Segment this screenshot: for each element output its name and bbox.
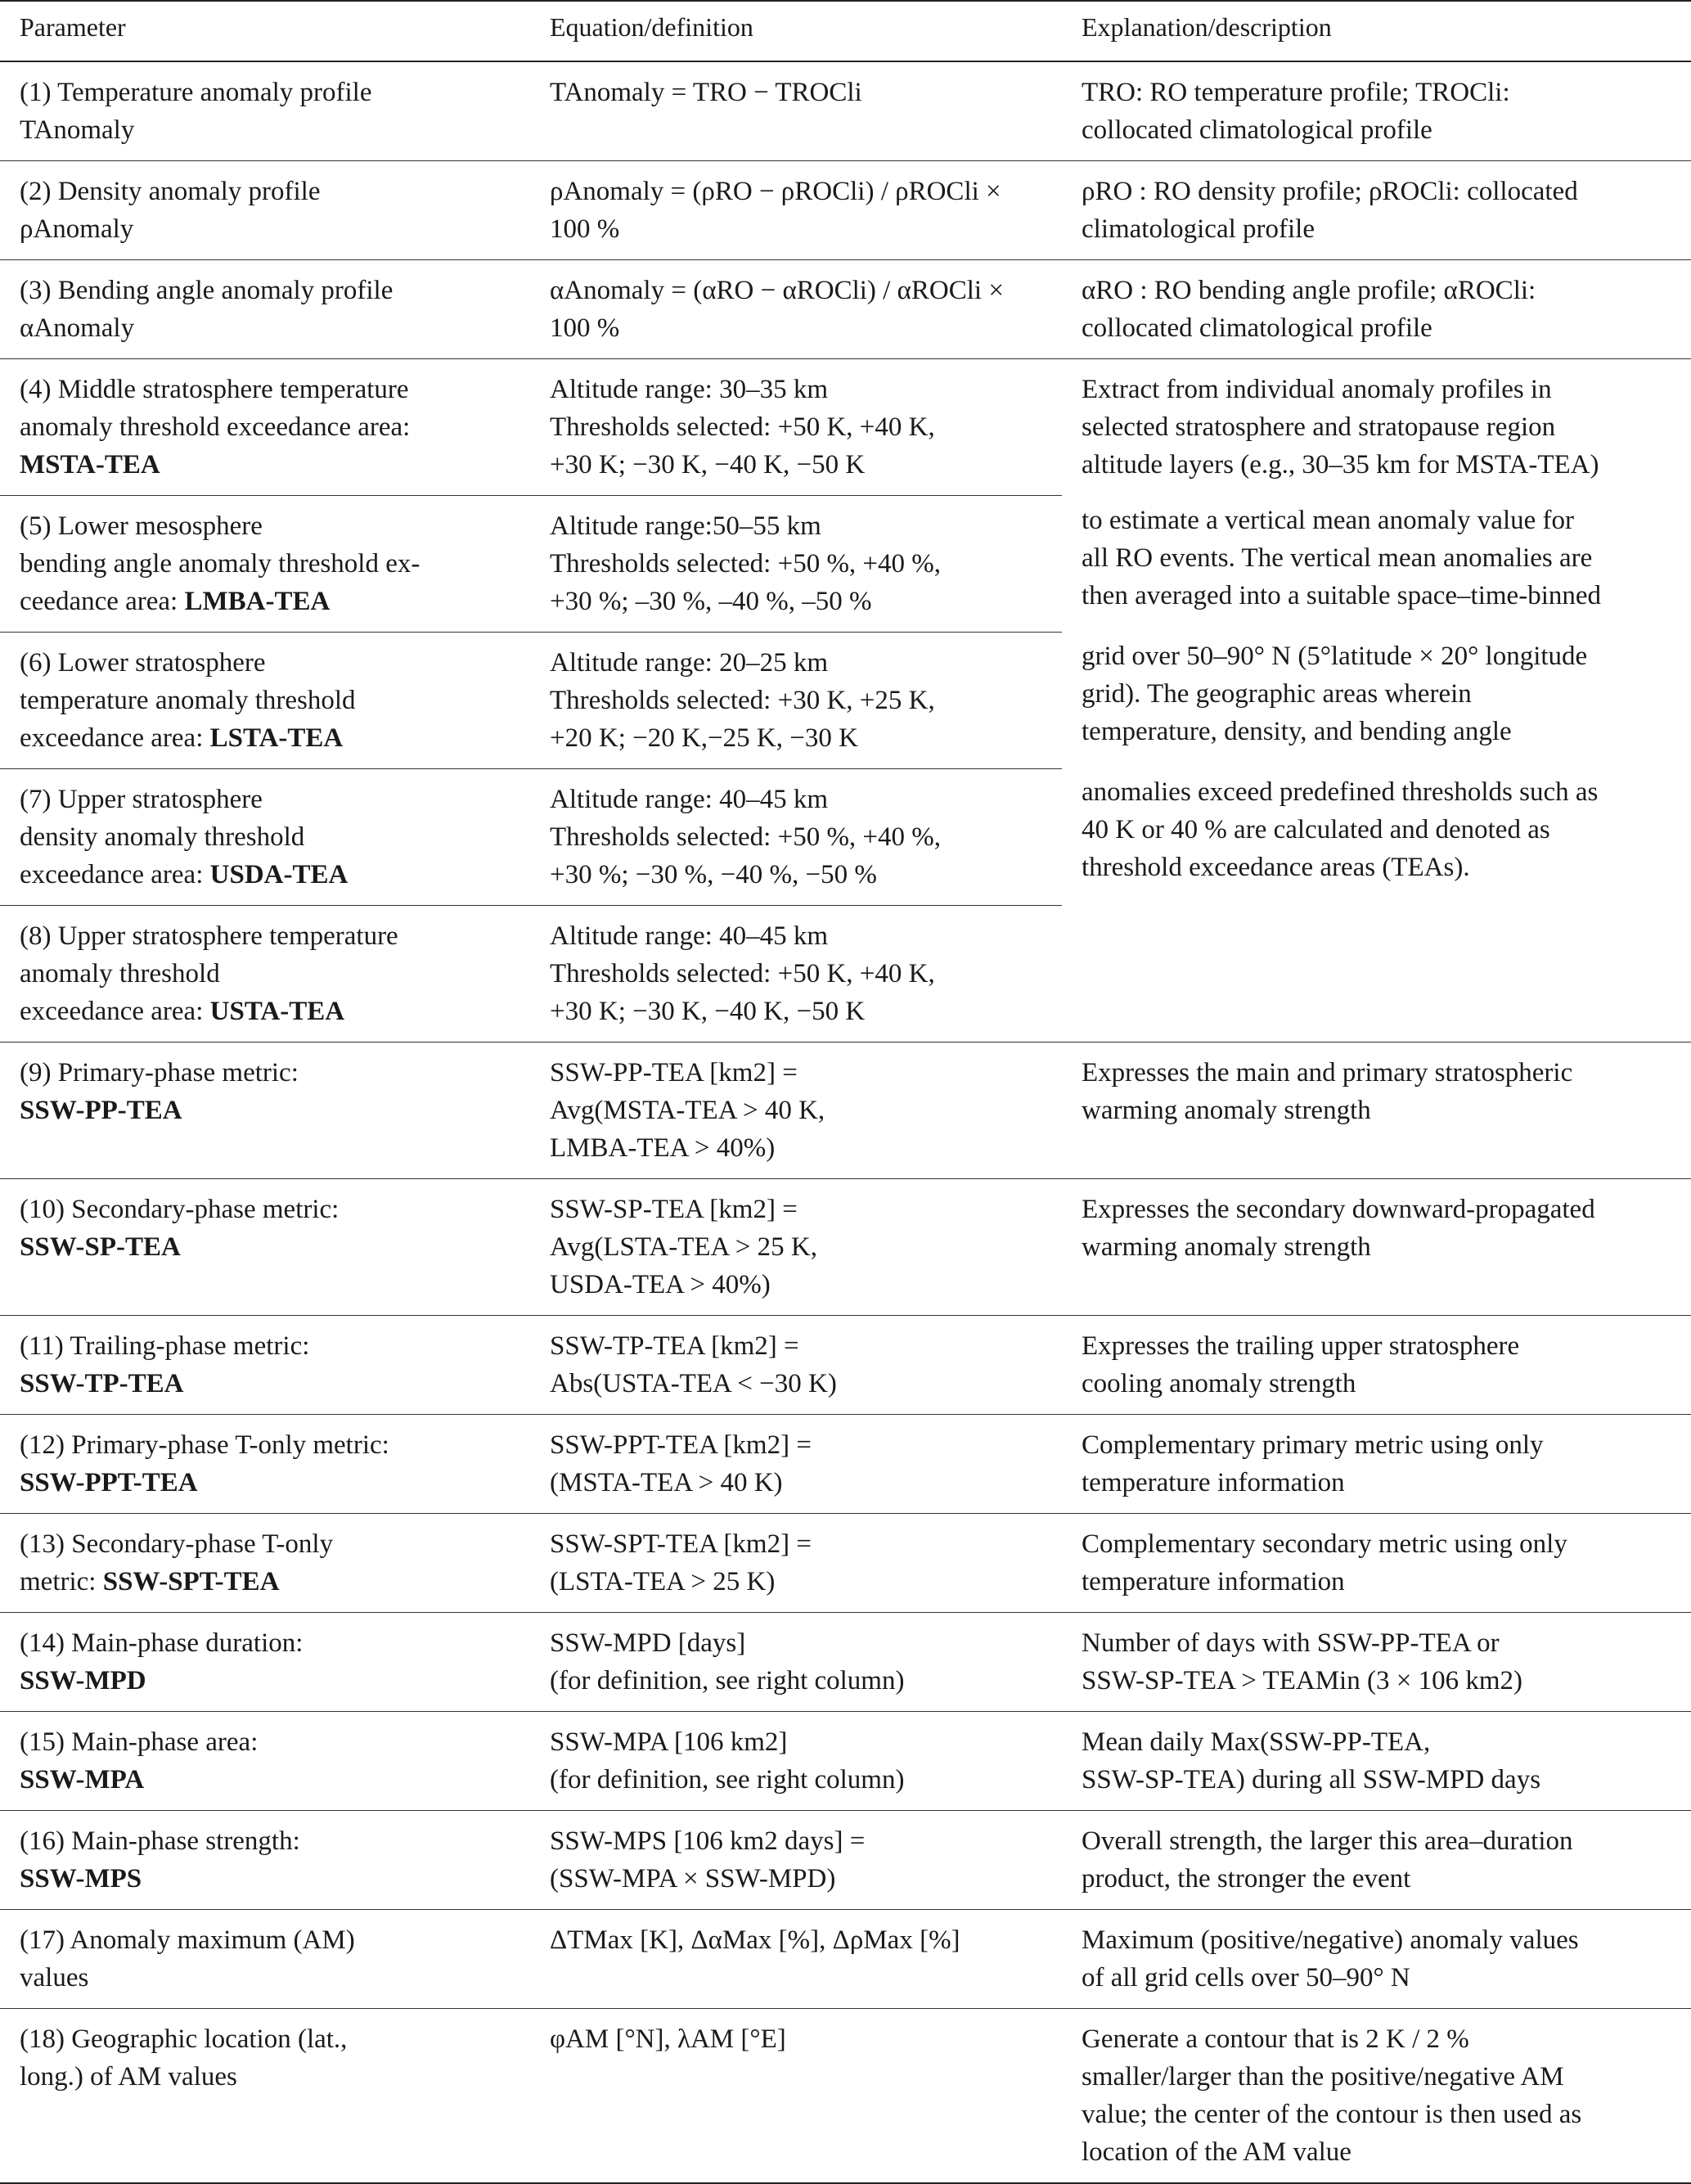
- equation-cell: ρAnomaly = (ρRO − ρROCli) / ρROCli × 100 %: [530, 161, 1062, 260]
- description-cell: Complementary secondary metric using only temperature information: [1062, 1514, 1691, 1613]
- description-cell: Mean daily Max(SSW-PP-TEA, SSW-SP-TEA) during all SSW-MPD days: [1062, 1712, 1691, 1811]
- parameter-cell: (9) Primary-phase metric: SSW-PP-TEA: [0, 1042, 530, 1179]
- parameter-cell: (7) Upper stratosphere density anomaly threshold exceedance area: USDA-TEA: [0, 769, 530, 906]
- parameter-cell: (13) Secondary-phase T-only metric: SSW-SPT-TEA: [0, 1514, 530, 1613]
- header-equation: Equation/definition: [530, 1, 1062, 61]
- merged-description-cell: Extract from individual anomaly profiles in selected stratosphere and stratopause region altitude layers (e.g., 30–35 km for MSTA-TEA) to estimate a vertical mean anomaly value for all RO events. The vertical mean anomalies are then averaged into a suitable space–time-binned grid over 50–90° N (5°latitude × 20° longitude grid). The geographic areas wherein temperature, density, and bending angle anomalies exceed predefined thresholds such as 40 K or 40 % are calculated and denoted as threshold exceedance areas (TEAs).: [1062, 359, 1691, 1042]
- description-cell: Expresses the trailing upper stratosphere cooling anomaly strength: [1062, 1316, 1691, 1415]
- equation-cell: Altitude range: 20–25 km Thresholds selected: +30 K, +25 K, +20 K; −20 K,−25 K, −30 K: [530, 633, 1062, 769]
- equation-cell: SSW-MPS [106 km2 days] = (SSW-MPA × SSW-MPD): [530, 1811, 1062, 1910]
- table-row: [0, 1042, 1691, 1179]
- equation-cell: SSW-SP-TEA [km2] = Avg(LSTA-TEA > 25 K, USDA-TEA > 40%): [530, 1179, 1062, 1316]
- table-row: [0, 1514, 1691, 1613]
- table-row: [0, 1712, 1691, 1811]
- description-cell: Expresses the secondary downward-propagated warming anomaly strength: [1062, 1179, 1691, 1316]
- equation-cell: SSW-SPT-TEA [km2] = (LSTA-TEA > 25 K): [530, 1514, 1062, 1613]
- equation-cell: ΔTMax [K], ΔαMax [%], ΔρMax [%]: [530, 1910, 1062, 2009]
- parameter-cell: (3) Bending angle anomaly profile αAnomaly: [0, 260, 530, 359]
- parameter-cell: (14) Main-phase duration: SSW-MPD: [0, 1613, 530, 1712]
- description-cell: Number of days with SSW-PP-TEA or SSW-SP-TEA > TEAMin (3 × 106 km2): [1062, 1613, 1691, 1712]
- parameter-cell: (1) Temperature anomaly profile TAnomaly: [0, 61, 530, 161]
- table-row: [0, 359, 1691, 496]
- equation-cell: Altitude range: 40–45 km Thresholds selected: +50 K, +40 K, +30 K; −30 K, −40 K, −50 K: [530, 906, 1062, 1042]
- table-row: [0, 260, 1691, 359]
- parameter-cell: (11) Trailing-phase metric: SSW-TP-TEA: [0, 1316, 530, 1415]
- equation-cell: SSW-TP-TEA [km2] = Abs(USTA-TEA < −30 K): [530, 1316, 1062, 1415]
- description-cell: Expresses the main and primary stratospheric warming anomaly strength: [1062, 1042, 1691, 1179]
- equation-cell: φAM [°N], λAM [°E]: [530, 2009, 1062, 2184]
- table-row: [0, 1179, 1691, 1316]
- equation-cell: Altitude range: 30–35 km Thresholds selected: +50 K, +40 K, +30 K; −30 K, −40 K, −50 K: [530, 359, 1062, 496]
- table-row: [0, 1316, 1691, 1415]
- equation-cell: SSW-PPT-TEA [km2] = (MSTA-TEA > 40 K): [530, 1415, 1062, 1514]
- description-cell: Maximum (positive/negative) anomaly values of all grid cells over 50–90° N: [1062, 1910, 1691, 2009]
- parameter-cell: (12) Primary-phase T-only metric: SSW-PPT-TEA: [0, 1415, 530, 1514]
- parameter-cell: (6) Lower stratosphere temperature anomaly threshold exceedance area: LSTA-TEA: [0, 633, 530, 769]
- header-row: [0, 1, 1691, 61]
- parameter-cell: (17) Anomaly maximum (AM) values: [0, 1910, 530, 2009]
- parameter-cell: (2) Density anomaly profile ρAnomaly: [0, 161, 530, 260]
- parameter-cell: (10) Secondary-phase metric: SSW-SP-TEA: [0, 1179, 530, 1316]
- table-row: [0, 1811, 1691, 1910]
- equation-cell: Altitude range:50–55 km Thresholds selected: +50 %, +40 %, +30 %; –30 %, –40 %, –50 %: [530, 496, 1062, 633]
- table-row: [0, 1910, 1691, 2009]
- parameter-cell: (4) Middle stratosphere temperature anomaly threshold exceedance area: MSTA-TEA: [0, 359, 530, 496]
- equation-cell: αAnomaly = (αRO − αROCli) / αROCli × 100 %: [530, 260, 1062, 359]
- table-row: [0, 2009, 1691, 2184]
- equation-cell: SSW-MPA [106 km2] (for definition, see right column): [530, 1712, 1062, 1811]
- equation-cell: SSW-MPD [days] (for definition, see right column): [530, 1613, 1062, 1712]
- parameter-cell: (16) Main-phase strength: SSW-MPS: [0, 1811, 530, 1910]
- description-cell: Generate a contour that is 2 K / 2 % smaller/larger than the positive/negative AM value; the center of the contour is then used as location of the AM value: [1062, 2009, 1691, 2184]
- parameter-cell: (5) Lower mesosphere bending angle anomaly threshold ex- ceedance area: LMBA-TEA: [0, 496, 530, 633]
- parameter-cell: (18) Geographic location (lat., long.) of AM values: [0, 2009, 530, 2184]
- parameter-cell: (15) Main-phase area: SSW-MPA: [0, 1712, 530, 1811]
- description-cell: αRO : RO bending angle profile; αROCli: collocated climatological profile: [1062, 260, 1691, 359]
- header-explanation: Explanation/description: [1062, 1, 1691, 61]
- description-cell: TRO: RO temperature profile; TROCli: collocated climatological profile: [1062, 61, 1691, 161]
- header-parameter: Parameter: [0, 1, 530, 61]
- table-row: [0, 161, 1691, 260]
- description-cell: ρRO : RO density profile; ρROCli: collocated climatological profile: [1062, 161, 1691, 260]
- description-cell: Overall strength, the larger this area–duration product, the stronger the event: [1062, 1811, 1691, 1910]
- equation-cell: TAnomaly = TRO − TROCli: [530, 61, 1062, 161]
- equation-cell: Altitude range: 40–45 km Thresholds selected: +50 %, +40 %, +30 %; −30 %, −40 %, −50 %: [530, 769, 1062, 906]
- table-row: [0, 1613, 1691, 1712]
- parameter-cell: (8) Upper stratosphere temperature anomaly threshold exceedance area: USTA-TEA: [0, 906, 530, 1042]
- table-row: [0, 61, 1691, 161]
- table-row: [0, 1415, 1691, 1514]
- description-cell: Complementary primary metric using only temperature information: [1062, 1415, 1691, 1514]
- equation-cell: SSW-PP-TEA [km2] = Avg(MSTA-TEA > 40 K, LMBA-TEA > 40%): [530, 1042, 1062, 1179]
